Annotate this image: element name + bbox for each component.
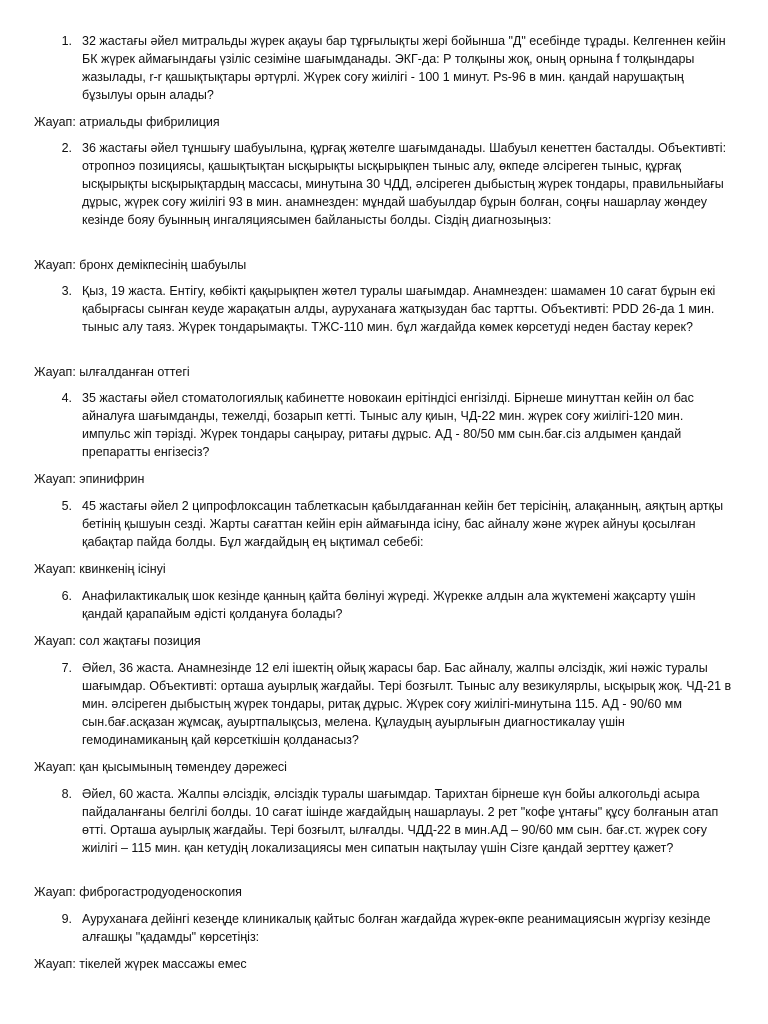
answer-line — [34, 470, 144, 488]
answer-text: эпинифрин — [79, 472, 145, 486]
answer-text: ылғалданған оттегі — [79, 365, 190, 379]
answer-text: тікелей жүрек массажы емес — [79, 957, 247, 971]
answer-text: қан қысымының төмендеу дәрежесі — [79, 760, 287, 774]
answer-label: Жауап: — [34, 957, 76, 971]
question-number: 8. — [61, 787, 72, 801]
question-number: 1. — [61, 34, 72, 48]
question-number: 4. — [61, 391, 72, 405]
answer-text: атриальды фибрилиция — [79, 115, 220, 129]
question-text: Әйел, 36 жаста. Анамнезінде 12 елі ішектің ойық жарасы бар. Бас айналу, жалпы әлсіздік, жиі нәжіс туралы шағымдар. Объективті: орташа ауырлық жағдайы. Тері бозғылт. Тыныс алу везикулярлы, ысқырық жоқ. ЧД-21 в мин. әлсіреген дыбыстың жүрек тондары, ритақ дұрыс. Жүрек соғу жиілігі-минутына 115. АД - 90/60 мм сын.бағ.асқазан жұмсақ, ауыртпалықсыз, мелена. Құлаудың ауырлығын диагностикалау үшін гемодинамиканың қай көрсеткішін қолданасыз? — [82, 661, 732, 747]
question-text: 32 жастағы әйел митральды жүрек ақауы бар тұрғылықты жері бойынша "Д" есебінде тұрады. Келгеннен кейін БК жүрек аймағындағы үзіліс сезіміне шағымданады. ЭКГ-да: Р толқыны жоқ, оның орнына f толқындары жазылады, r-r қашықтықтары әртүрлі. Жүрек соғу жиілігі - 100 1 минут. Ps-96 в мин. қандай нарушақтың бұзылуы орын алады? — [82, 34, 726, 102]
answer-label: Жауап: — [34, 760, 76, 774]
answer-line — [34, 758, 287, 776]
question-text: 36 жастағы әйел тұншығу шабуылына, құрғақ жөтелге шағымданады. Шабуыл кенеттен басталды. Объективті: отропноэ позициясы, қашықтықтан ысқырықты ысқырықпен тыныс алу, өкпеде әлсіреген тыныс, құрғақ ысқырықты ысқырықтардың массасы, минутына 30 ЧДД, әлсіреген дыбыстың жүрек тондары, правильныйағы дұрыс, жүрек соғу жиілігі 93 в мин. анамнезден: мұндай шабуылдар бұрын болған, соңғы нашарлау жөндеу кезінде бояу буынның ингаляциясымен байланысты болды. Сіздің диагнозыңыз: — [82, 141, 727, 227]
answer-line — [34, 560, 166, 578]
question-number: 9. — [61, 912, 72, 926]
question-text: 35 жастағы әйел стоматологиялық кабинетте новокаин ерітіндісі енгізілді. Бірнеше минуттан кейін ол бас айналуға шағымданды, тежелді, бозарып кетті. Тыныс алу қиын, ЧД-22 мин. жүрек соғу жиілігі-120 мин. импульс жіп тәрізді. Жүрек тондары саңырау, ритағы дұрыс. АД - 80/50 мм сын.бағ.сіз алдымен қандай препаратты енгізесіз? — [82, 391, 694, 459]
answer-line — [34, 113, 220, 131]
answer-text: бронх демікпесінің шабуылы — [79, 258, 247, 272]
question-number: 3. — [61, 284, 72, 298]
question-text: 45 жастағы әйел 2 ципрофлоксацин таблеткасын қабылдағаннан кейін бет терісінің, алақанның, аяқтың артқы бетінің қышуын сезді. Жарты сағаттан кейін ерін аймағында ісіну, бас айналу және жүрек айнуы қосылған қабақтар пайда болды. Бұл жағдайдың ең ықтимал себебі: — [82, 499, 724, 549]
answer-line — [34, 363, 190, 381]
question-number: 2. — [61, 141, 72, 155]
question-text: Әйел, 60 жаста. Жалпы әлсіздік, әлсіздік туралы шағымдар. Тарихтан бірнеше күн бойы алкогольді асыра пайдаланғаны белгілі болды. 10 сағат ішінде жағдайдың нашарлауы. 2 рет "кофе ұнтағы" құсу болғанын атап өтті. Орташа ауырлық жағдайы. Тері бозғылт, ылғалды. ЧДД-22 в мин.АД – 90/60 мм сын. бағ.ст. жүрек соғу жиілігі – 115 мин. қан кетудің локализациясы мен сипатын нақтылау үшін Сізге қандай зерттеу қажет? — [82, 787, 719, 855]
question-text: Қыз, 19 жаста. Ентігу, көбікті қақырықпен жөтел туралы шағымдар. Анамнезден: шамамен 10 сағат бұрын екі қабырғасы сынған кеуде жарақатын алды, ауруханаға жатқызудан бас тартты. Объективті: PDD 26-да 1 мин. тыныс алу таяз. Жүрек тондарымақты. ТЖС-110 мин. бұл жағдайда көмек көрсетуді неден бастау керек? — [82, 284, 716, 334]
answer-label: Жауап: — [34, 365, 76, 379]
answer-text: фиброгастродуоденоскопия — [79, 885, 242, 899]
answer-label: Жауап: — [34, 562, 76, 576]
question-number: 5. — [61, 499, 72, 513]
answer-line — [34, 883, 242, 901]
answer-label: Жауап: — [34, 472, 76, 486]
answer-label: Жауап: — [34, 115, 76, 129]
answer-text: сол жақтағы позиция — [79, 634, 201, 648]
answer-label: Жауап: — [34, 258, 76, 272]
answer-line — [34, 632, 201, 650]
question-number: 7. — [61, 661, 72, 675]
answer-line — [34, 955, 247, 973]
question-text: Анафилактикалық шок кезінде қанның қайта бөлінуі жүреді. Жүрекке алдын ала жүктемені жақсарту үшін қандай қарапайым әдісті қолдануға болады? — [82, 589, 696, 621]
question-number: 6. — [61, 589, 72, 603]
answer-line — [34, 256, 246, 274]
answer-label: Жауап: — [34, 634, 76, 648]
answer-label: Жауап: — [34, 885, 76, 899]
answer-text: квинкенің ісінуі — [79, 562, 166, 576]
question-text: Ауруханаға дейінгі кезеңде клиникалық қайтыс болған жағдайда жүрек-өкпе реанимациясын жүргізу кезінде алғашқы "қадамды" көрсетіңіз: — [82, 912, 711, 944]
